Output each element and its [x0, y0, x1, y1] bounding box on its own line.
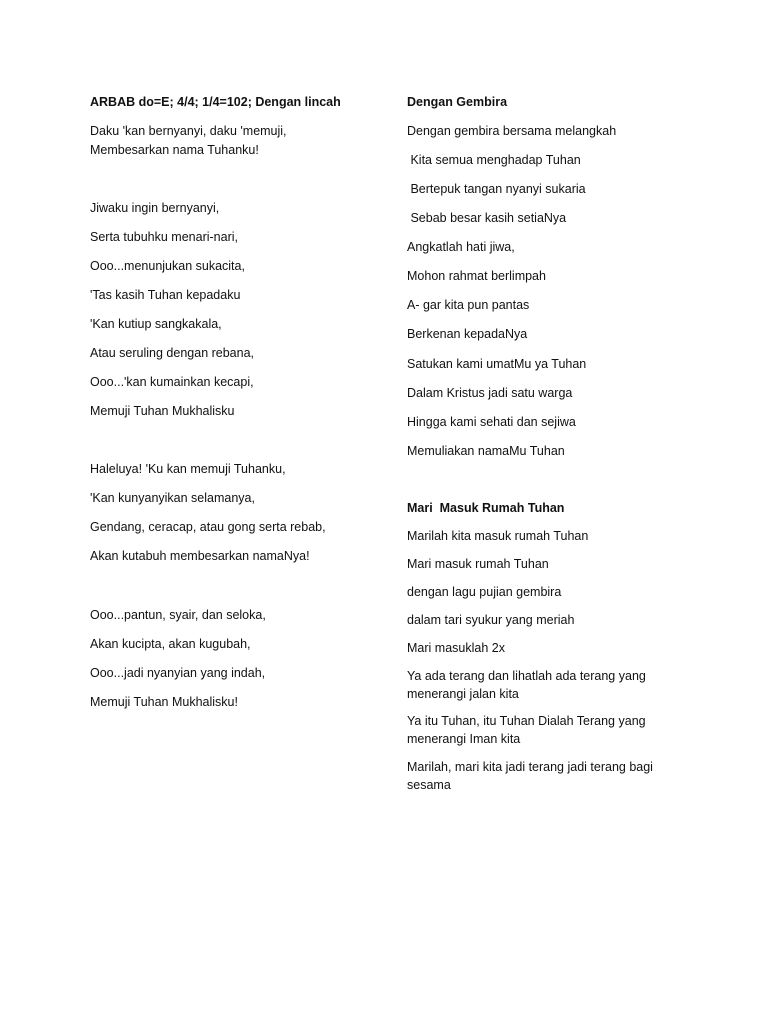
lyric-line: dalam tari syukur yang meriah — [407, 613, 575, 627]
lyric-line: 'Tas kasih Tuhan kepadaku — [90, 288, 241, 302]
lyric-line: Akan kutabuh membesarkan namaNya! — [90, 549, 310, 563]
lyric-line: Gendang, ceracap, atau gong serta rebab, — [90, 520, 326, 534]
lyric-line: Satukan kami umatMu ya Tuhan — [407, 357, 587, 371]
lyric-line: Bertepuk tangan nyanyi sukaria — [407, 182, 586, 196]
lyric-line: Dalam Kristus jadi satu warga — [407, 386, 573, 400]
lyric-line: Akan kucipta, akan kugubah, — [90, 637, 251, 651]
lyric-line: Mohon rahmat berlimpah — [407, 269, 546, 283]
lyric-line: Memuliakan namaMu Tuhan — [407, 444, 565, 458]
lyric-line: Jiwaku ingin bernyanyi, — [90, 201, 220, 215]
lyric-line: 'Kan kunyanyikan selamanya, — [90, 491, 255, 505]
lyric-line: Angkatlah hati jiwa, — [407, 240, 515, 254]
lyric-line: Berkenan kepadaNya — [407, 327, 528, 341]
lyric-line: Memuji Tuhan Mukhalisku — [90, 404, 235, 418]
lyric-line: Kita semua menghadap Tuhan — [407, 153, 581, 167]
lyric-line: 'Kan kutiup sangkakala, — [90, 317, 222, 331]
lyric-line: Marilah, mari kita jadi terang jadi terang bagi sesama — [407, 760, 653, 792]
lyric-line: Atau seruling dengan rebana, — [90, 346, 255, 360]
lyric-line: Dengan gembira bersama melangkah — [407, 124, 617, 138]
lyric-line: Marilah kita masuk rumah Tuhan — [407, 529, 589, 543]
lyric-line: A- gar kita pun pantas — [407, 298, 530, 312]
lyric-line: Memuji Tuhan Mukhalisku! — [90, 695, 238, 709]
lyric-line: Hingga kami sehati dan sejiwa — [407, 415, 576, 429]
lyric-line: Membesarkan nama Tuhanku! — [90, 143, 259, 157]
lyric-line: Ya ada terang dan lihatlah ada terang yang menerangi jalan kita — [407, 669, 646, 701]
lyric-line: Mari masuk rumah Tuhan — [407, 557, 549, 571]
lyric-line: Ooo...jadi nyanyian yang indah, — [90, 666, 266, 680]
lyric-line: Ooo...menunjukan sukacita, — [90, 259, 245, 273]
lyric-line: Haleluya! 'Ku kan memuji Tuhanku, — [90, 462, 286, 476]
lyric-line: Daku 'kan bernyanyi, daku 'memuji, — [90, 124, 287, 138]
song-title-mari-masuk: Mari Masuk Rumah Tuhan — [407, 501, 565, 515]
lyric-line: Ooo...pantun, syair, dan seloka, — [90, 608, 266, 622]
lyric-line: Ya itu Tuhan, itu Tuhan Dialah Terang yang menerangi Iman kita — [407, 714, 646, 746]
song-title-dengan-gembira: Dengan Gembira — [407, 95, 508, 109]
lyric-line: Ooo...'kan kumainkan kecapi, — [90, 375, 254, 389]
lyric-line: dengan lagu pujian gembira — [407, 585, 562, 599]
lyric-line: Serta tubuhku menari-nari, — [90, 230, 238, 244]
song-title-arbab: ARBAB do=E; 4/4; 1/4=102; Dengan lincah — [90, 95, 341, 109]
lyric-line: Sebab besar kasih setiaNya — [407, 211, 567, 225]
lyric-line: Mari masuklah 2x — [407, 641, 505, 655]
